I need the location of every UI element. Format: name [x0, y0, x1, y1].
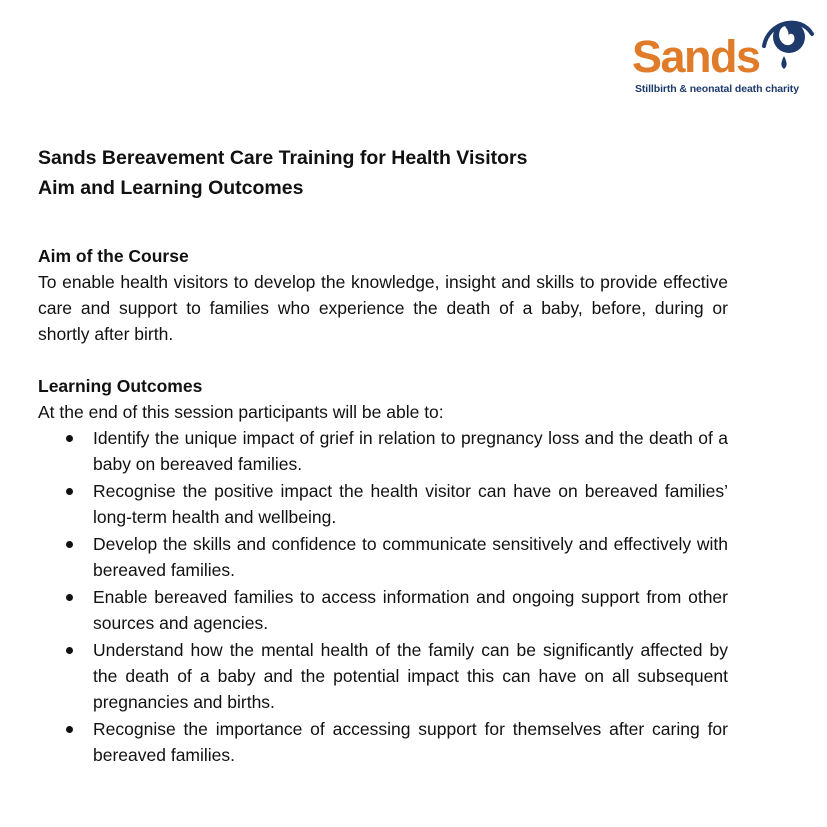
- bullet-icon: [66, 435, 73, 442]
- outcomes-intro: At the end of this session participants will be able to:: [38, 402, 444, 422]
- outcome-text: Recognise the positive impact the health visitor can have on bereaved families’ long-term health and wellbeing.: [93, 481, 728, 527]
- sands-logo: [632, 12, 812, 98]
- outcome-text: Identify the unique impact of grief in relation to pregnancy loss and the death of a baby on bereaved families.: [93, 428, 728, 474]
- outcome-text: Recognise the importance of accessing support for themselves after caring for bereaved families.: [93, 719, 728, 765]
- list-item: [38, 478, 728, 530]
- list-item: [38, 716, 728, 768]
- logo-tagline: Stillbirth & neonatal death charity: [635, 83, 799, 95]
- outcome-text: Enable bereaved families to access information and ongoing support from other sources and agencies.: [93, 587, 728, 633]
- document-title: Sands Bereavement Care Training for Health Visitors: [38, 147, 528, 169]
- logo-wordmark: Sands: [632, 31, 760, 82]
- document-subtitle: Aim and Learning Outcomes: [38, 177, 304, 199]
- aim-heading: Aim of the Course: [38, 246, 189, 266]
- list-item: [38, 637, 728, 715]
- logo-eye-teardrop-icon: [758, 12, 816, 74]
- bullet-icon: [66, 541, 73, 548]
- outcome-text: Understand how the mental health of the family can be significantly affected by the death of a baby and the potential impact this can have on all subsequent pregnancies and births.: [93, 640, 728, 712]
- bullet-icon: [66, 594, 73, 601]
- list-item: [38, 531, 728, 583]
- bullet-icon: [66, 488, 73, 495]
- aim-text: To enable health visitors to develop the knowledge, insight and skills to provide effective care and support to families who experience the death of a baby, before, during or shortly after birth.: [38, 272, 728, 344]
- list-item: [38, 425, 728, 477]
- bullet-icon: [66, 726, 73, 733]
- outcomes-heading: Learning Outcomes: [38, 376, 203, 396]
- list-item: [38, 584, 728, 636]
- outcomes-list: [38, 425, 728, 768]
- bullet-icon: [66, 647, 73, 654]
- document-body: [38, 143, 728, 769]
- outcome-text: Develop the skills and confidence to communicate sensitively and effectively with bereaved families.: [93, 534, 728, 580]
